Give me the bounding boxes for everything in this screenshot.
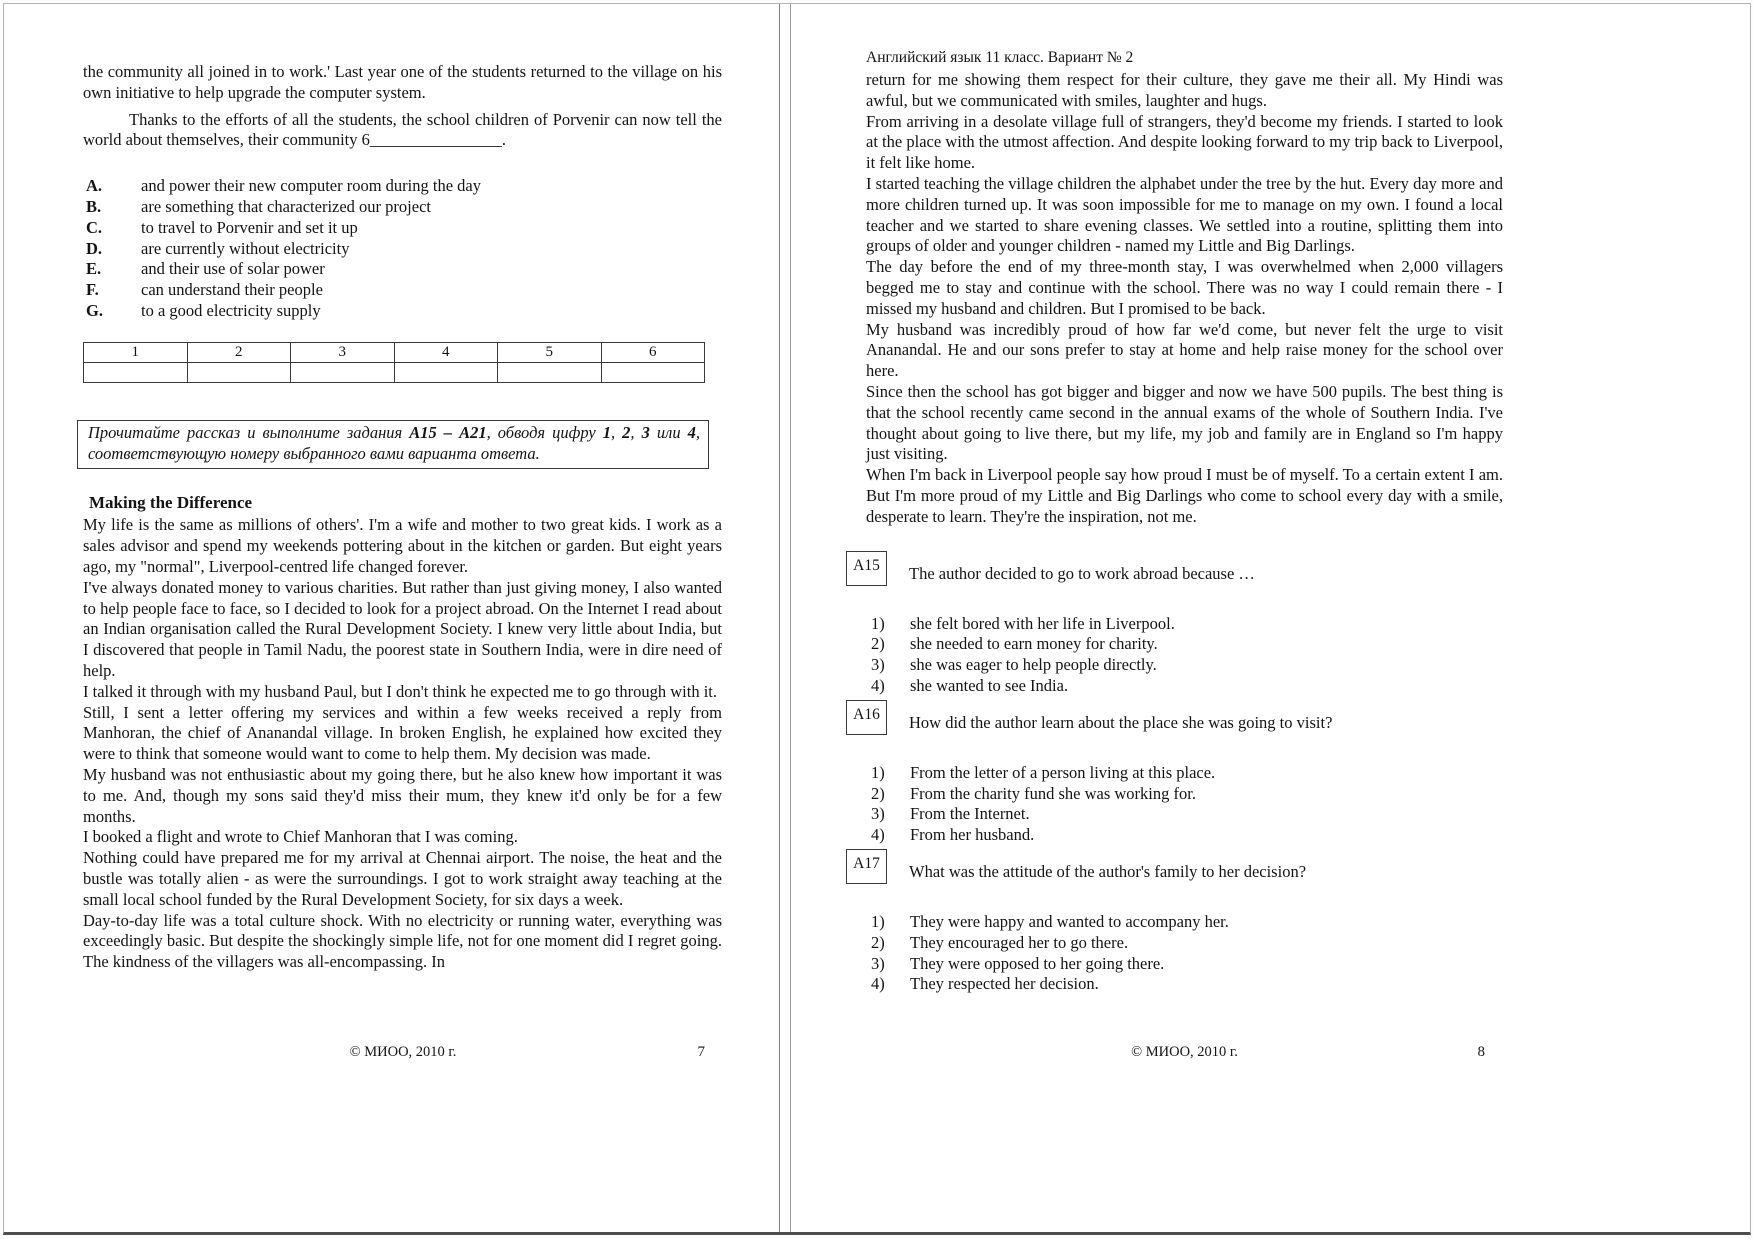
story-paragraph: My life is the same as millions of others'. I'm a wife and mother to two great kids. I work as a sales advisor and spend my weekends pottering about in the kitchen or garden. But eight years ago, my "normal", Liverpool-centred life changed forever. [83, 515, 722, 576]
option-text: They respected her decision. [910, 974, 1099, 994]
option-number: 3) [871, 804, 885, 824]
option-letter: G. [86, 300, 103, 320]
story-text-continued [866, 70, 1503, 528]
option-letter: B. [86, 196, 102, 216]
copyright-notice: © МИОО, 2010 г. [349, 1044, 457, 1060]
answer-option [866, 634, 1503, 655]
page-footer [83, 1044, 723, 1061]
option-text: she needed to earn money for charity. [910, 634, 1158, 654]
answer-table [83, 342, 705, 383]
intro-paragraph-1: the community all joined in to work.' Last year one of the students returned to the village on his own initiative to help upgrade the computer system. [83, 62, 722, 102]
answer-option [866, 676, 1503, 697]
answer-cell [187, 362, 291, 382]
option-text: are currently without electricity [141, 238, 350, 258]
option-letter: F. [86, 280, 99, 300]
instruction-digit: 4 [687, 422, 696, 442]
matching-option-row [83, 280, 722, 301]
option-text: she wanted to see India. [910, 675, 1069, 695]
task-instruction-box [77, 420, 709, 470]
answer-option [866, 784, 1503, 805]
option-number: 4) [871, 974, 885, 994]
answer-option [866, 763, 1503, 784]
option-text: They encouraged her to go there. [910, 932, 1129, 952]
story-text [83, 515, 722, 973]
page-gutter [780, 4, 791, 1232]
story-paragraph: From arriving in a desolate village full of strangers, they'd become my friends. I started to look at the place with the utmost affection. And despite looking forward to my trip back to Liverpool, it felt like home. [866, 111, 1503, 173]
option-number: 2) [871, 783, 885, 803]
answer-option [866, 954, 1503, 975]
question-text: What was the attitude of the author's family to her decision? [909, 862, 1307, 882]
answer-option [866, 912, 1503, 933]
option-number: 2) [871, 932, 885, 952]
question-options [866, 912, 1503, 995]
story-paragraph: The day before the end of my three-month stay, I was overwhelmed when 2,000 villagers begged me to stay and continue with the school. There was no way I could remain there - I missed my husband and children. But I promised to be back. [866, 257, 1503, 318]
option-letter: E. [86, 259, 102, 279]
option-text: to travel to Porvenir and set it up [141, 217, 358, 237]
option-number: 1) [871, 911, 885, 931]
option-letter: A. [86, 176, 103, 196]
option-number: 1) [871, 613, 885, 633]
instruction-task-range: А15 – А21 [409, 422, 487, 442]
option-text: she felt bored with her life in Liverpool. [910, 613, 1175, 633]
question-head [846, 700, 1503, 735]
matching-options-list [83, 176, 722, 322]
option-text: From her husband. [910, 825, 1035, 845]
option-text: can understand their people [141, 280, 323, 300]
instruction-digit: 3 [641, 422, 650, 442]
story-paragraph: My husband was incredibly proud of how far we'd come, but never felt the urge to visit Ananandal. He and our sons prefer to stay at home and help raise money for the school over here. [866, 319, 1503, 381]
answer-cell [601, 362, 705, 382]
answer-cell [84, 362, 188, 382]
answer-table-header-cell: 2 [187, 342, 291, 362]
answer-table-header-cell: 1 [84, 342, 188, 362]
option-text: They were opposed to her going there. [910, 953, 1165, 973]
story-paragraph: I started teaching the village children the alphabet under the tree by the hut. Every day more and more children turned up. It was soon impossible for me to manage on my own. I found a local teacher and we started to share evening classes. We settled into a routine, splitting them into groups of older and younger children - named my Little and Big Darlings. [866, 173, 1503, 256]
story-paragraph: I've always donated money to various charities. But rather than just giving money, I also wanted to help people face to face, so I decided to look for a project abroad. On the Internet I read about an Indian organisation called the Rural Development Society. I knew very little about India, but I discovered that people in Tamil Nadu, the poorest state in Southern India, were in dire need of help. [83, 577, 722, 680]
matching-option-row [83, 259, 722, 280]
story-paragraph: When I'm back in Liverpool people say how proud I must be of myself. To a certain extent I am. But I'm more proud of my Little and Big Darlings who come to school every day with a smile, desperate to learn. They're the inspiration, not me. [866, 465, 1503, 526]
instruction-segment: , соответствующую номеру выбранного вами варианта ответа. [88, 422, 700, 463]
intro-paragraph-2: Thanks to the efforts of all the students, the school children of Porvenir can now tell the world about themselves, their community 6________________. [83, 109, 722, 150]
answer-table-header-cell: 5 [498, 342, 602, 362]
answer-table-header-cell: 3 [291, 342, 395, 362]
page-number: 8 [1477, 1044, 1485, 1060]
matching-option-row [83, 218, 722, 239]
story-paragraph: My husband was not enthusiastic about my going there, but he also knew how important it was to me. And, though my sons said they'd miss their mum, they knew it'd only be for a few months. [83, 764, 722, 826]
answer-option [866, 974, 1503, 995]
copyright-notice: © МИОО, 2010 г. [1131, 1044, 1238, 1060]
answer-option [866, 655, 1503, 676]
story-paragraph: I booked a flight and wrote to Chief Manhoran that I was coming. [83, 827, 518, 847]
matching-option-row [83, 301, 722, 322]
question-a15 [853, 551, 1503, 697]
option-text: she was eager to help people directly. [910, 655, 1157, 675]
option-number: 3) [871, 655, 885, 675]
answer-table-header-cell: 4 [394, 342, 498, 362]
page-number: 7 [697, 1044, 705, 1060]
document-header: Английский язык 11 класс. Вариант № 2 [866, 49, 1134, 66]
answer-table-empty-row [84, 362, 705, 382]
story-paragraph: Since then the school has got bigger and bigger and now we have 500 pupils. The best thing is that the school recently came second in the annual exams of the whole of Southern India. I've thought about going to live there, but my life, my job and family are in England so I'm happy just visiting. [866, 381, 1503, 464]
option-number: 2) [871, 634, 885, 654]
instruction-segment: , [611, 422, 623, 442]
question-head [846, 551, 1503, 586]
question-options [866, 763, 1503, 846]
answer-option [866, 804, 1503, 825]
option-text: They were happy and wanted to accompany her. [910, 911, 1229, 931]
answer-option [866, 933, 1503, 954]
question-options [866, 614, 1503, 697]
answer-cell [394, 362, 498, 382]
page-footer [866, 1044, 1503, 1061]
option-text: and their use of solar power [141, 259, 325, 279]
answer-table-header-cell: 6 [601, 342, 705, 362]
story-paragraph: return for me showing them respect for their culture, they gave me their all. My Hindi was awful, but we communicated with smiles, laughter and hugs. [866, 70, 1503, 110]
page-8-content [853, 4, 1503, 995]
question-head [846, 849, 1503, 884]
instruction-digit: 2 [622, 422, 631, 442]
matching-option-row [83, 239, 722, 260]
answer-cell [291, 362, 395, 382]
page-8 [791, 4, 1750, 1232]
question-text: The author decided to go to work abroad because … [909, 563, 1255, 583]
instruction-segment: Прочитайте рассказ и выполните задания [88, 422, 410, 442]
option-text: From the charity fund she was working for. [910, 783, 1196, 803]
question-text: How did the author learn about the place she was going to visit? [909, 712, 1333, 732]
page-7 [4, 4, 780, 1232]
question-label-box: A17 [846, 849, 887, 884]
question-a16 [853, 700, 1503, 846]
story-paragraph: I talked it through with my husband Paul, but I don't think he expected me to go through with it. [83, 681, 718, 701]
instruction-segment: , [630, 422, 642, 442]
question-a17 [853, 849, 1503, 995]
instruction-digit: 1 [602, 422, 611, 442]
option-text: are something that characterized our project [141, 196, 431, 216]
story-paragraph: Still, I sent a letter offering my services and within a few weeks received a reply from Manhoran, the chief of Ananandal village. In broken English, he explained how excited they were to think that someone would want to come to help them. My decision was made. [83, 702, 722, 764]
option-text: From the Internet. [910, 804, 1030, 824]
option-letter: D. [86, 238, 103, 258]
option-letter: C. [86, 217, 103, 237]
option-number: 4) [871, 675, 885, 695]
option-number: 1) [871, 762, 885, 782]
instruction-segment: или [649, 422, 688, 442]
option-text: to a good electricity supply [141, 300, 321, 320]
story-paragraph: Nothing could have prepared me for my arrival at Chennai airport. The noise, the heat and the bustle was totally alien - as were the surroundings. I got to work straight away teaching at the small local school funded by the Rural Development Society, for six days a week. [83, 848, 722, 909]
document-spread [3, 3, 1751, 1235]
matching-option-row [83, 197, 722, 218]
story-title: Making the Difference [89, 493, 253, 513]
answer-table-header-row [84, 342, 705, 362]
story-paragraph: Day-to-day life was a total culture shock. With no electricity or running water, everything was exceedingly basic. But despite the shockingly simple life, not for one moment did I regret going. The kindness of the villagers was all-encompassing. In [83, 910, 722, 972]
answer-option [866, 614, 1503, 635]
option-number: 3) [871, 953, 885, 973]
page-7-content [4, 4, 779, 973]
question-label-box: A16 [846, 700, 887, 735]
instruction-segment: , обводя цифру [486, 422, 603, 442]
question-label-box: A15 [846, 551, 887, 586]
option-text: From the letter of a person living at this place. [910, 762, 1216, 782]
option-text: and power their new computer room during the day [141, 176, 481, 196]
option-number: 4) [871, 825, 885, 845]
matching-option-row [83, 176, 722, 197]
answer-option [866, 825, 1503, 846]
answer-cell [498, 362, 602, 382]
